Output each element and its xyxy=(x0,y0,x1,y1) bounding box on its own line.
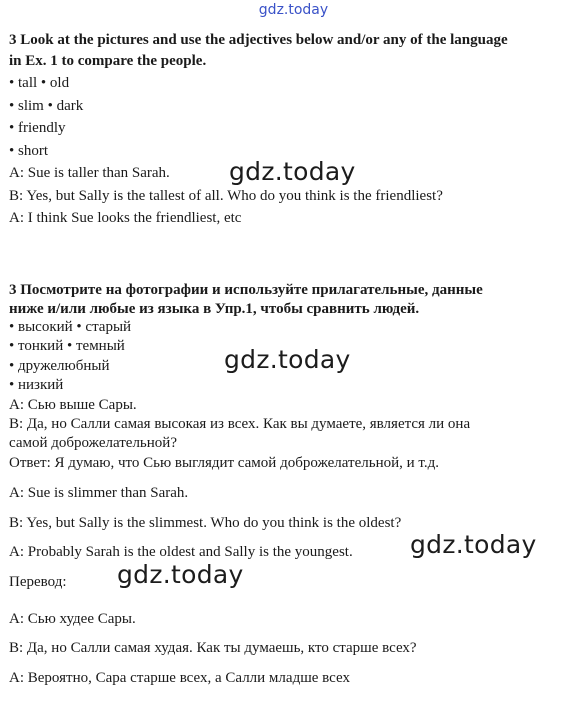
dialogue-line-ru: А: Сью выше Сары. xyxy=(9,397,137,413)
adjective-item-en: • friendly xyxy=(9,120,66,136)
dialogue-line-en: A: I think Sue looks the friendliest, etc xyxy=(9,210,242,226)
task-heading-en-line1: 3 Look at the pictures and use the adjectives below and/or any of the language xyxy=(9,32,508,48)
translation-line: В: Да, но Салли самая худая. Как ты думаешь, кто старше всех? xyxy=(9,640,417,656)
task-heading-ru-line2: ниже и/или любые из языка в Упр.1, чтобы сравнить людей. xyxy=(9,301,420,317)
header-watermark: gdz.today xyxy=(258,2,329,18)
answer-line: B: Yes, but Sally is the slimmest. Who do you think is the oldest? xyxy=(9,515,402,531)
watermark: gdz.today xyxy=(117,560,244,589)
task-heading-ru-line1: 3 Посмотрите на фотографии и используйте прилагательные, данные xyxy=(9,282,483,298)
dialogue-line-en: A: Sue is taller than Sarah. xyxy=(9,165,170,181)
watermark: gdz.today xyxy=(410,530,537,559)
answer-line: A: Probably Sarah is the oldest and Sally is the youngest. xyxy=(9,544,353,560)
translation-line: А: Сью худее Сары. xyxy=(9,611,136,627)
dialogue-line-en: B: Yes, but Sally is the tallest of all. Who do you think is the friendliest? xyxy=(9,188,443,204)
adjective-item-en: • slim • dark xyxy=(9,98,84,114)
watermark: gdz.today xyxy=(229,157,356,186)
adjective-item-en: • tall • old xyxy=(9,75,70,91)
adjective-item-ru: • тонкий • темный xyxy=(9,338,125,354)
adjective-item-ru: • дружелюбный xyxy=(9,358,110,374)
adjective-item-ru: • высокий • старый xyxy=(9,319,132,335)
adjective-item-ru: • низкий xyxy=(9,377,64,393)
watermark: gdz.today xyxy=(224,345,351,374)
task-heading-en-line2: in Ex. 1 to compare the people. xyxy=(9,53,207,69)
dialogue-line-ru: В: Да, но Салли самая высокая из всех. Как вы думаете, является ли она xyxy=(9,416,471,432)
adjective-item-en: • short xyxy=(9,143,49,159)
dialogue-line-ru: Ответ: Я думаю, что Сью выглядит самой доброжелательной, и т.д. xyxy=(9,455,439,471)
translation-label: Перевод: xyxy=(9,574,67,590)
answer-line: A: Sue is slimmer than Sarah. xyxy=(9,485,189,501)
dialogue-line-ru: самой доброжелательной? xyxy=(9,435,177,451)
translation-line: А: Вероятно, Сара старше всех, а Салли младше всех xyxy=(9,670,350,686)
